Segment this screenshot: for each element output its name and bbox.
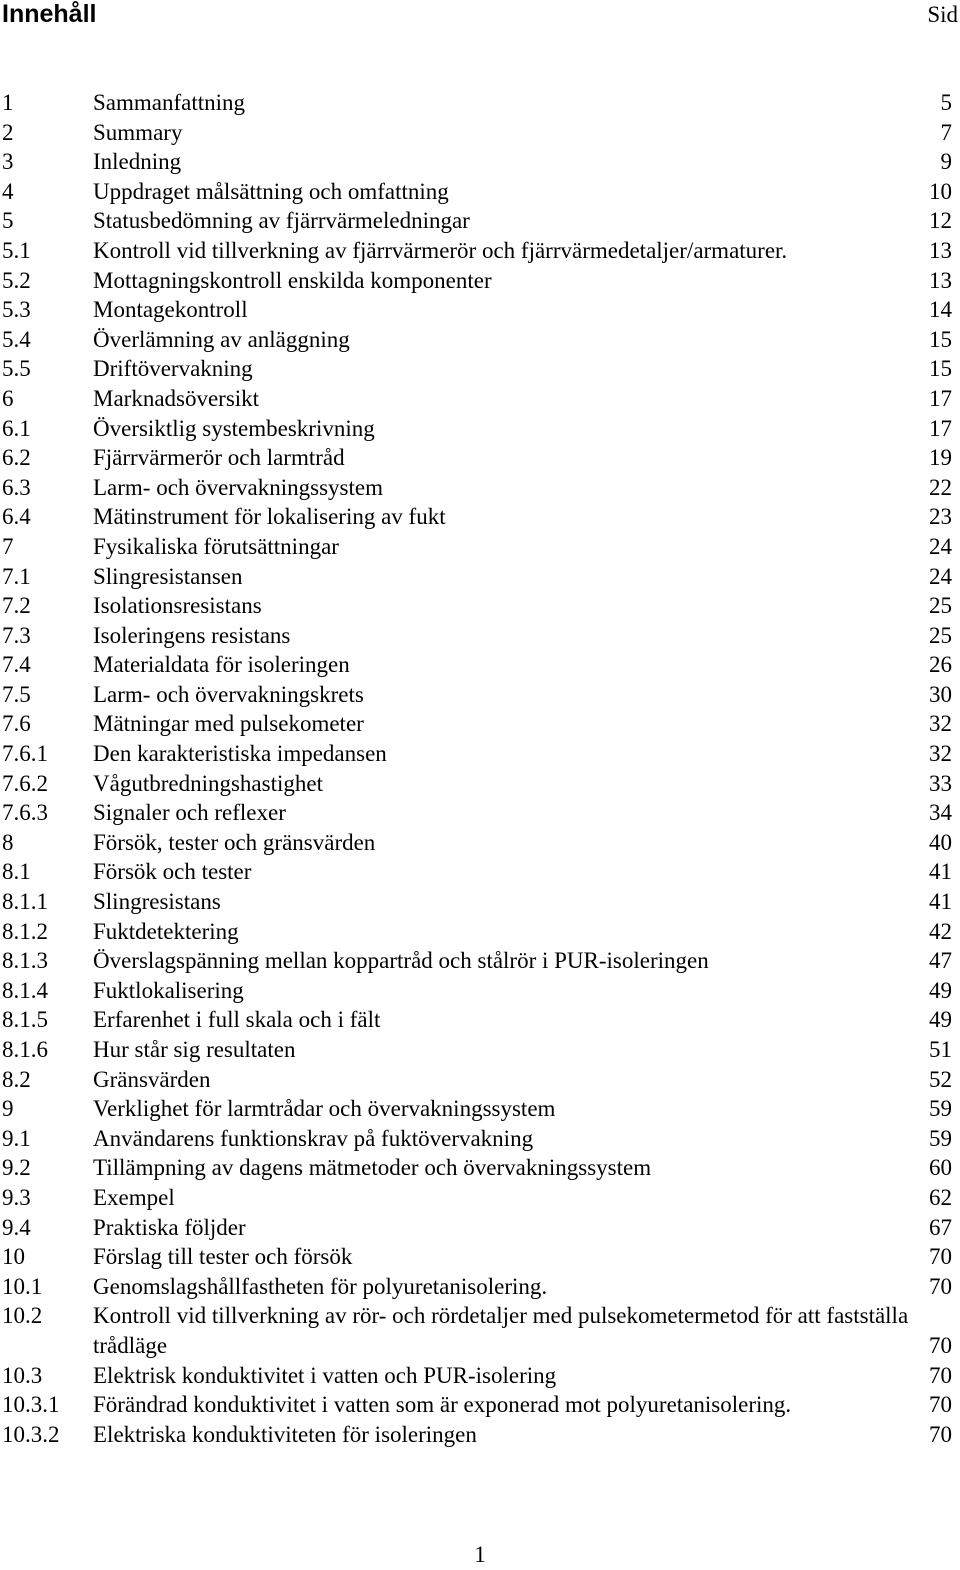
toc-entry-number: 7.6.3 [2, 800, 48, 826]
toc-entry-title: Fjärrvärmerör och larmtråd [93, 445, 345, 471]
toc-entry[interactable] [0, 118, 960, 148]
toc-entry-title: Summary [93, 119, 183, 145]
toc-entry-title: Den karakteristiska impedansen [93, 741, 387, 767]
toc-entry[interactable] [0, 1213, 960, 1243]
toc-entry-title: Överslagspänning mellan koppartråd och stålrör i PUR-isoleringen [93, 948, 709, 974]
toc-entry-title: Exempel [93, 1184, 175, 1210]
toc-entry[interactable] [0, 384, 960, 414]
toc-entry-page: 15 [929, 326, 952, 352]
toc-entry[interactable] [0, 857, 960, 887]
toc-entry-page: 15 [929, 356, 952, 382]
toc-entry-page: 33 [929, 770, 952, 796]
toc-entry-title: Försök, tester och gränsvärden [93, 829, 376, 855]
toc-entry-title: Användarens funktionskrav på fuktövervakning [93, 1125, 534, 1151]
toc-entry-page: 51 [929, 1037, 952, 1062]
toc-entry[interactable] [0, 917, 960, 947]
toc-entry[interactable] [0, 1272, 960, 1302]
toc-entry-page: 47 [929, 948, 952, 974]
toc-entry-title: Överlämning av anläggning [93, 326, 350, 352]
toc-entry-page: 42 [929, 918, 952, 944]
toc-entry-page: 59 [929, 1096, 952, 1122]
toc-entry-title: Slingresistansen [93, 563, 243, 589]
toc-entry-title: Genomslagshållfastheten för polyuretanisolering. [93, 1273, 548, 1299]
toc-entry-page: 40 [929, 829, 952, 855]
toc-entry-number: 8.1.2 [2, 918, 48, 944]
toc-entry-title: Försök och tester [93, 859, 252, 885]
table-of-contents [0, 88, 960, 1449]
toc-entry[interactable] [0, 325, 960, 355]
toc-entry-title: Isolationsresistans [93, 593, 262, 619]
toc-entry[interactable] [0, 1094, 960, 1124]
toc-entry-page: 7 [940, 119, 952, 145]
toc-entry-number: 8.2 [2, 1066, 31, 1092]
toc-entry-page: 70 [929, 1273, 952, 1299]
toc-entry[interactable] [0, 502, 960, 532]
toc-entry-title: Gränsvärden [93, 1066, 211, 1092]
toc-entry-title: Slingresistans [93, 889, 221, 915]
toc-entry-number: 5.3 [2, 297, 31, 323]
toc-entry[interactable] [0, 769, 960, 799]
toc-entry-number: 5 [2, 208, 14, 234]
toc-entry-number: 5.1 [2, 237, 31, 263]
toc-entry-page: 13 [929, 237, 952, 263]
toc-entry[interactable] [0, 1153, 960, 1183]
toc-entry-number: 8 [2, 829, 14, 855]
toc-entry-title: Kontroll vid tillverkning av rör- och rördetaljer med pulsekometermetod för att fastställa trådläge [93, 1303, 909, 1358]
toc-entry-number: 9.2 [2, 1155, 31, 1181]
toc-entry-number: 10 [2, 1244, 25, 1270]
toc-entry-number: 6.3 [2, 474, 31, 500]
toc-entry-number: 10.3.2 [2, 1421, 60, 1447]
toc-entry-page: 41 [929, 859, 952, 885]
toc-entry[interactable] [0, 828, 960, 858]
toc-entry[interactable] [0, 1183, 960, 1213]
toc-entry[interactable] [0, 1005, 960, 1035]
toc-entry[interactable] [0, 946, 960, 976]
toc-entry-page: 9 [940, 149, 952, 175]
toc-entry-page: 23 [929, 504, 952, 530]
toc-entry-page: 70 [929, 1332, 952, 1358]
toc-entry[interactable] [0, 739, 960, 769]
toc-entry-page: 49 [929, 1007, 952, 1033]
toc-entry-title: Statusbedömning av fjärrvärmeledningar [93, 208, 470, 234]
toc-entry-page: 30 [929, 681, 952, 707]
toc-entry-page: 13 [929, 267, 952, 293]
toc-entry-page: 10 [929, 178, 952, 204]
toc-entry[interactable] [0, 650, 960, 680]
toc-entry-title: Erfarenhet i full skala och i fält [93, 1007, 381, 1033]
toc-entry-page: 24 [929, 533, 952, 559]
toc-entry-title: Förändrad konduktivitet i vatten som är exponerad mot polyuretanisolering. [93, 1392, 792, 1418]
toc-entry-number: 5.5 [2, 356, 31, 382]
toc-entry[interactable] [0, 1420, 960, 1450]
toc-entry-title: Vågutbredningshastighet [93, 770, 323, 796]
toc-entry-number: 7.6.1 [2, 741, 48, 767]
toc-entry[interactable] [0, 147, 960, 177]
toc-entry-title: Elektriska konduktiviteten för isoleringen [93, 1421, 477, 1447]
toc-entry-page: 34 [929, 800, 952, 826]
toc-entry-title: Hur står sig resultaten [93, 1037, 296, 1062]
toc-entry-title: Mätinstrument för lokalisering av fukt [93, 504, 446, 530]
toc-entry-number: 5.4 [2, 326, 31, 352]
toc-entry-page: 70 [929, 1244, 952, 1270]
toc-entry[interactable] [0, 1124, 960, 1154]
toc-entry-page: 62 [929, 1184, 952, 1210]
toc-entry[interactable] [0, 709, 960, 739]
toc-entry-number: 8.1.6 [2, 1037, 48, 1062]
toc-entry[interactable] [0, 887, 960, 917]
toc-entry[interactable] [0, 236, 960, 266]
toc-entry-number: 9.1 [2, 1125, 31, 1151]
toc-entry-number: 7.6.2 [2, 770, 48, 796]
toc-entry-number: 7.2 [2, 593, 31, 619]
toc-entry-number: 6.1 [2, 415, 31, 441]
toc-entry-page: 25 [929, 622, 952, 648]
toc-entry-number: 7 [2, 533, 14, 559]
toc-entry[interactable] [0, 473, 960, 503]
toc-entry-page: 70 [929, 1421, 952, 1447]
toc-entry-title: Kontroll vid tillverkning av fjärrvärmerör och fjärrvärmedetaljer/armaturer. [93, 237, 788, 263]
toc-entry[interactable] [0, 621, 960, 651]
toc-entry-title: Tillämpning av dagens mätmetoder och övervakningssystem [93, 1155, 652, 1181]
toc-entry-title: Larm- och övervakningskrets [93, 681, 364, 707]
toc-entry-title: Fysikaliska förutsättningar [93, 533, 339, 559]
toc-entry[interactable] [0, 976, 960, 1006]
toc-entry[interactable] [0, 1035, 960, 1065]
toc-entry-page: 32 [929, 711, 952, 737]
toc-entry[interactable] [0, 443, 960, 473]
toc-entry-number: 2 [2, 119, 14, 145]
toc-entry-number: 7.3 [2, 622, 31, 648]
toc-entry-number: 9 [2, 1096, 14, 1122]
toc-entry[interactable] [0, 414, 960, 444]
toc-entry-title: Marknadsöversikt [93, 385, 260, 411]
toc-entry-title: Praktiska följder [93, 1214, 246, 1240]
toc-entry-page: 17 [929, 415, 952, 441]
toc-entry-page: 70 [929, 1362, 952, 1388]
toc-entry-title: Mottagningskontroll enskilda komponenter [93, 267, 492, 293]
toc-entry-page: 41 [929, 889, 952, 915]
toc-entry-title: Verklighet för larmtrådar och övervakningssystem [93, 1096, 556, 1122]
toc-entry-number: 10.3 [2, 1362, 43, 1388]
toc-entry-number: 4 [2, 178, 14, 204]
toc-entry-number: 8.1.1 [2, 889, 48, 915]
toc-entry-page: 70 [929, 1392, 952, 1418]
toc-entry[interactable] [0, 206, 960, 236]
toc-entry-number: 7.5 [2, 681, 31, 707]
toc-entry[interactable] [0, 680, 960, 710]
toc-entry-number: 6.2 [2, 445, 31, 471]
toc-entry[interactable] [0, 1301, 960, 1360]
toc-entry-title: Sammanfattning [93, 90, 246, 115]
toc-entry-number: 8.1.3 [2, 948, 48, 974]
toc-entry-number: 8.1.4 [2, 977, 48, 1003]
toc-entry[interactable] [0, 88, 960, 118]
toc-entry-title: Isoleringens resistans [93, 622, 291, 648]
toc-entry-title: Montagekontroll [93, 297, 248, 323]
toc-entry-number: 7.6 [2, 711, 31, 737]
toc-entry-title: Förslag till tester och försök [93, 1244, 353, 1270]
toc-entry[interactable] [0, 177, 960, 207]
toc-entry-number: 7.1 [2, 563, 31, 589]
toc-entry-page: 12 [929, 208, 952, 234]
toc-entry-number: 10.2 [2, 1303, 43, 1329]
toc-entry-page: 22 [929, 474, 952, 500]
toc-entry-title: Mätningar med pulsekometer [93, 711, 364, 737]
toc-entry-number: 8.1.5 [2, 1007, 48, 1033]
toc-entry-page: 32 [929, 741, 952, 767]
toc-entry-number: 9.3 [2, 1184, 31, 1210]
toc-entry-number: 7.4 [2, 652, 31, 678]
toc-entry-title: Fuktlokalisering [93, 977, 244, 1003]
toc-entry-title: Larm- och övervakningssystem [93, 474, 383, 500]
toc-entry-title: Inledning [93, 149, 182, 175]
toc-entry-page: 19 [929, 445, 952, 471]
toc-entry-number: 10.1 [2, 1273, 43, 1299]
toc-entry-page: 52 [929, 1066, 952, 1092]
toc-entry-title: Signaler och reflexer [93, 800, 286, 826]
toc-entry-title: Driftövervakning [93, 356, 253, 382]
toc-entry[interactable] [0, 591, 960, 621]
toc-entry[interactable] [0, 562, 960, 592]
toc-entry-number: 5.2 [2, 267, 31, 293]
toc-entry-number: 6 [2, 385, 14, 411]
toc-entry[interactable] [0, 354, 960, 384]
page-title: Innehåll [2, 0, 97, 28]
toc-entry-page: 26 [929, 652, 952, 678]
toc-entry-number: 3 [2, 149, 14, 175]
toc-entry-page: 60 [929, 1155, 952, 1181]
toc-entry-page: 14 [929, 297, 952, 323]
toc-entry[interactable] [0, 1065, 960, 1095]
toc-entry-number: 6.4 [2, 504, 31, 530]
toc-entry[interactable] [0, 295, 960, 325]
toc-entry[interactable] [0, 532, 960, 562]
toc-entry-title: Uppdraget målsättning och omfattning [93, 178, 449, 204]
toc-entry-title: Elektrisk konduktivitet i vatten och PUR-isolering [93, 1362, 557, 1388]
toc-entry[interactable] [0, 1390, 960, 1420]
toc-entry-number: 8.1 [2, 859, 31, 885]
toc-entry-page: 17 [929, 385, 952, 411]
toc-entry-title: Översiktlig systembeskrivning [93, 415, 375, 441]
toc-entry-page: 5 [940, 90, 952, 115]
toc-entry-page: 59 [929, 1125, 952, 1151]
toc-entry[interactable] [0, 1242, 960, 1272]
toc-entry-title: Materialdata för isoleringen [93, 652, 350, 678]
page-number: 1 [474, 1542, 486, 1567]
page-column-label: Sid [927, 2, 958, 27]
toc-entry-page: 49 [929, 977, 952, 1003]
toc-entry[interactable] [0, 1361, 960, 1391]
toc-entry-page: 67 [929, 1214, 952, 1240]
toc-entry-page: 24 [929, 563, 952, 589]
toc-entry-page: 25 [929, 593, 952, 619]
toc-entry-title: Fuktdetektering [93, 918, 239, 944]
toc-entry-number: 1 [2, 90, 14, 115]
toc-entry[interactable] [0, 798, 960, 828]
toc-entry-number: 10.3.1 [2, 1392, 60, 1418]
toc-entry[interactable] [0, 266, 960, 296]
toc-entry-number: 9.4 [2, 1214, 31, 1240]
